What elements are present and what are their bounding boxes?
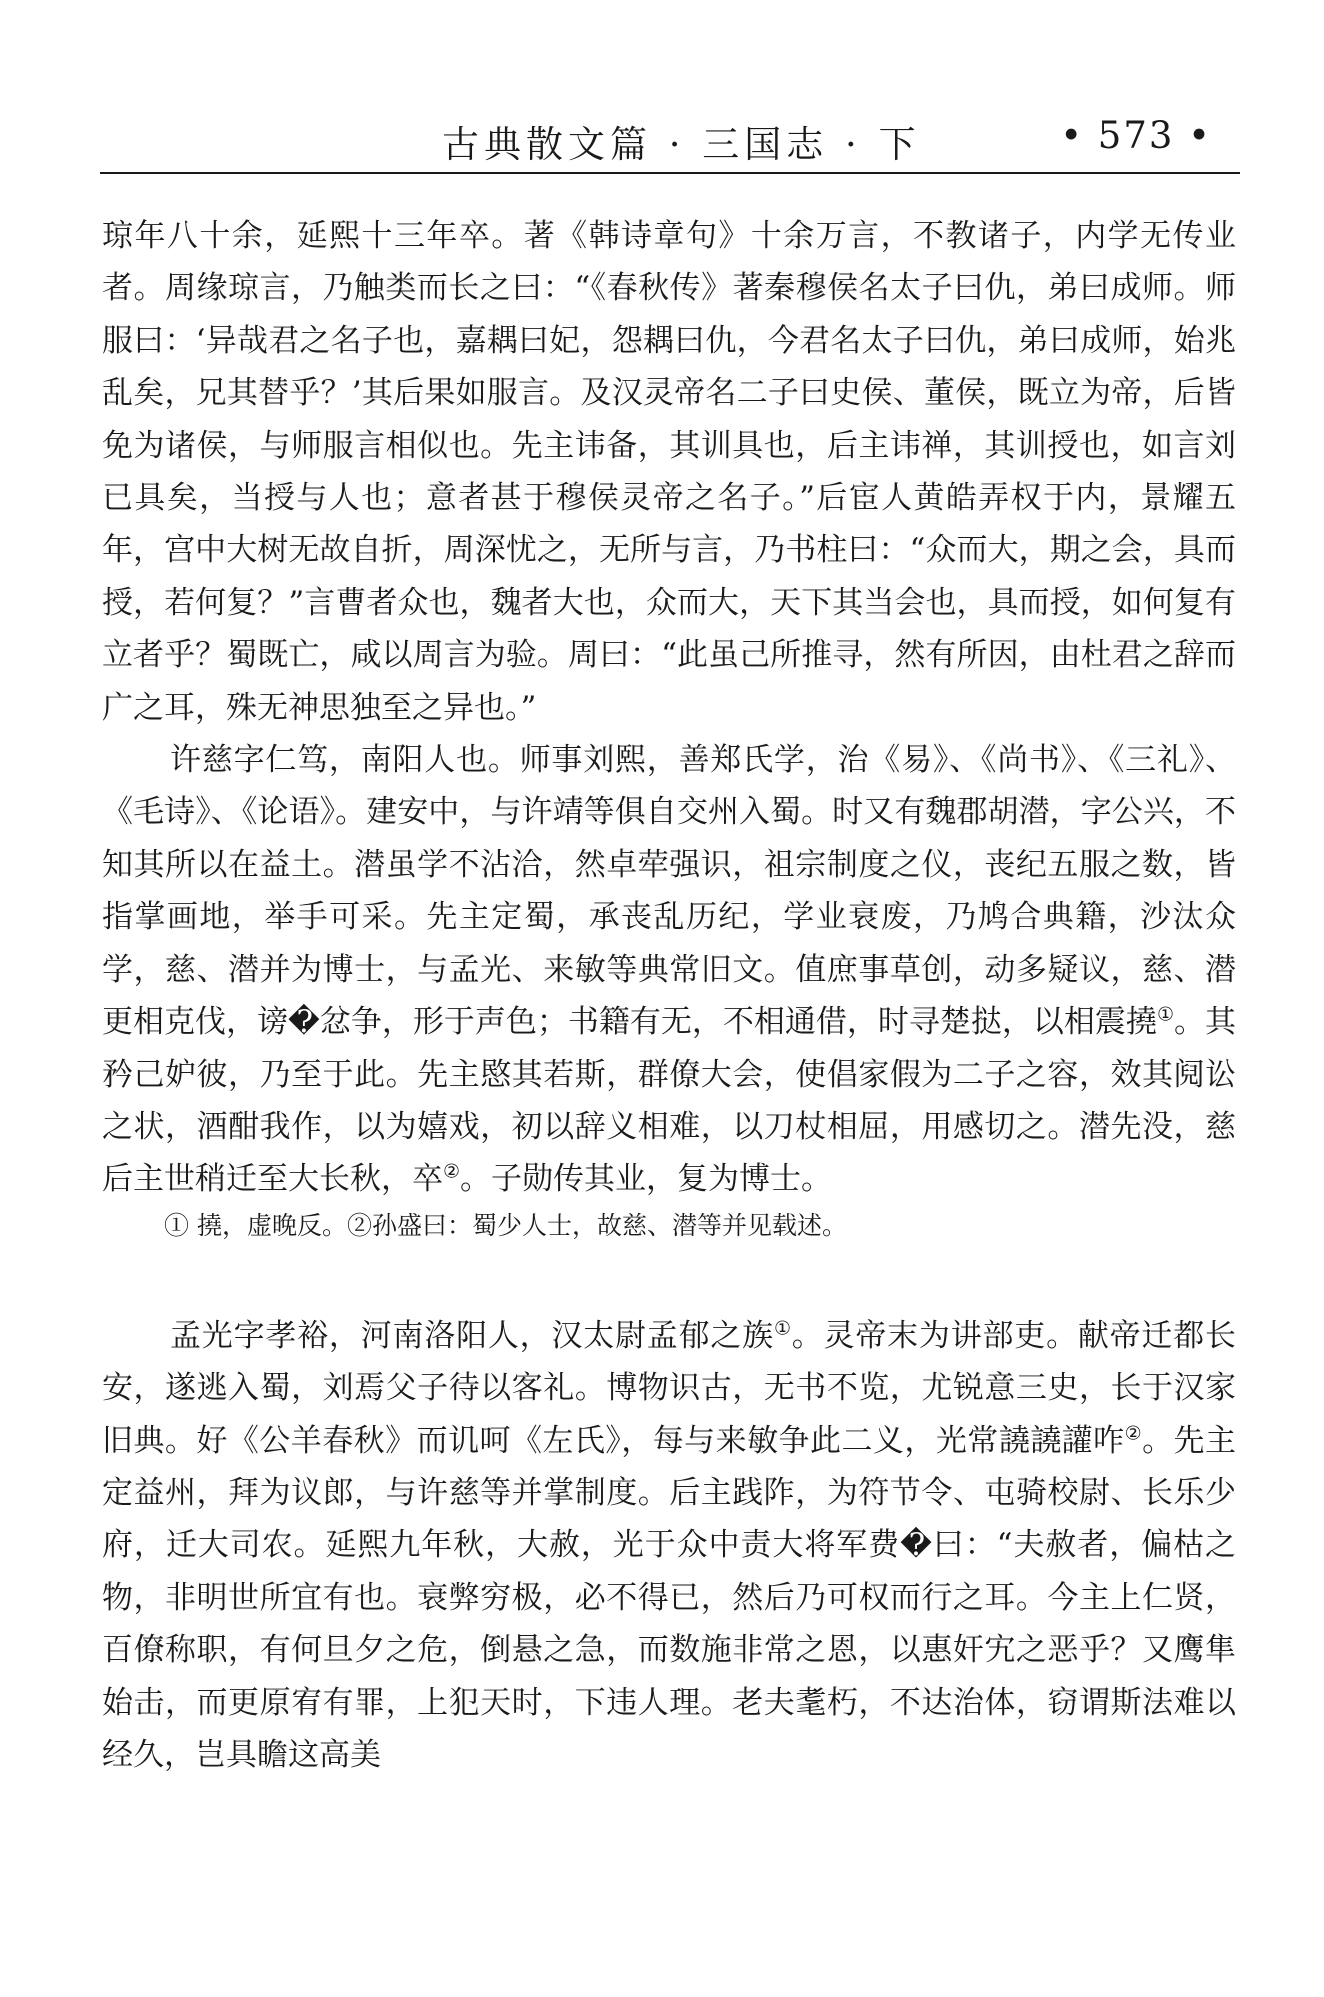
paragraph-text: 孟光字孝裕，河南洛阳人，汉太尉孟郁之族	[170, 1317, 774, 1354]
paragraph-text: 。先主定益州，拜为议郎，与许慈等并掌制度。后主践阼，为符节令、屯骑校尉、长乐少府，迁大司农。延熙九年秋，大赦，光于众中责大将军费�曰：“夫赦者，偏枯之物，非明世所宜有也。衰弊穷极，必不得已，然后乃可权而行之耳。今主上仁贤，百僚称职，有何旦夕之危，倒悬之急，而数施非常之恩，以惠奸宄之恶乎？又鹰隼始击，而更原宥有罪，上犯天时，下违人理。老夫耄朽，不达治体，窃谓斯法难以经久，岂具瞻这高美	[102, 1422, 1237, 1773]
paragraph-text: 。子勋传其业，复为博士。	[460, 1161, 833, 1198]
page-body	[102, 210, 1236, 1781]
footnote-marker-2: ②	[1124, 1422, 1143, 1445]
header-title: 古典散文篇 · 三国志 · 下	[442, 123, 921, 166]
running-head	[100, 108, 1240, 172]
section-gap	[102, 1246, 1236, 1310]
paragraph-zhou-qiong	[102, 210, 1236, 734]
footnote-marker-1: ①	[1156, 1003, 1174, 1026]
page-number: • 573 •	[1060, 114, 1212, 157]
paragraph-text: 。灵帝末为讲部吏。献帝迁都长安，遂逃入蜀，刘焉父子待以客礼。博物识古，无书不览，尤锐意三史，长于汉家旧典。好《公羊春秋》而讥呵《左氏》，每与来敏争此二义，光常譊譊讙咋	[102, 1317, 1237, 1459]
footnote-marker-1: ①	[773, 1317, 792, 1340]
footnote-xu-ci: ① 撓，虚晚反。②孙盛曰：蜀少人士，故慈、潜等并见载述。	[164, 1210, 847, 1240]
header-rule	[100, 172, 1240, 174]
footnote-marker-2: ②	[443, 1160, 461, 1183]
paragraph-xu-ci	[102, 734, 1236, 1206]
paragraph-text: 。其矜己妒彼，乃至于此。先主愍其若斯，群僚大会，使倡家假为二子之容，效其阋讼之状，酒酣我作，以为嬉戏，初以辞义相难，以刀杖相屈，用感切之。潜先没，慈后主世稍迁至大长秋，卒	[102, 1004, 1236, 1198]
paragraph-text: 琼年八十余，延熙十三年卒。著《韩诗章句》十余万言，不教诸子，内学无传业者。周缘琼言，乃触类而长之曰：“《春秋传》著秦穆侯名太子曰仇，弟曰成师。师服曰：‘异哉君之名子也，嘉耦曰妃，怨耦曰仇，今君名太子曰仇，弟曰成师，始兆乱矣，兄其替乎？’其后果如服言。及汉灵帝名二子曰史侯、董侯，既立为帝，后皆免为诸侯，与师服言相似也。先主讳备，其训具也，后主讳禅，其训授也，如言刘已具矣，当授与人也；意者甚于穆侯灵帝之名子。”后宦人黄皓弄权于内，景耀五年，宫中大树无故自折，周深忧之，无所与言，乃书柱曰：“众而大，期之会，具而授，若何复？”言曹者众也，魏者大也，众而大，天下其当会也，具而授，如何复有立者乎？蜀既亡，咸以周言为验。周曰：“此虽己所推寻，然有所因，由杜君之辞而广之耳，殊无神思独至之异也。”	[102, 218, 1236, 726]
paragraph-text: 许慈字仁笃，南阳人也。师事刘熙，善郑氏学，治《易》、《尚书》、《三礼》、《毛诗》、《论语》。建安中，与许靖等俱自交州入蜀。时又有魏郡胡潜，字公兴，不知其所以在益土。潜虽学不沾洽，然卓荦强识，祖宗制度之仪，丧纪五服之数，皆指掌画地，举手可采。先主定蜀，承丧乱历纪，学业衰废，乃鸠合典籍，沙汰众学，慈、潜并为博士，与孟光、来敏等典常旧文。值庶事草创，动多疑议，慈、潜更相克伐，谤�忿争，形于声色；书籍有无，不相通借，时寻楚挞，以相震撓	[102, 742, 1236, 1041]
paragraph-meng-guang	[102, 1310, 1236, 1782]
